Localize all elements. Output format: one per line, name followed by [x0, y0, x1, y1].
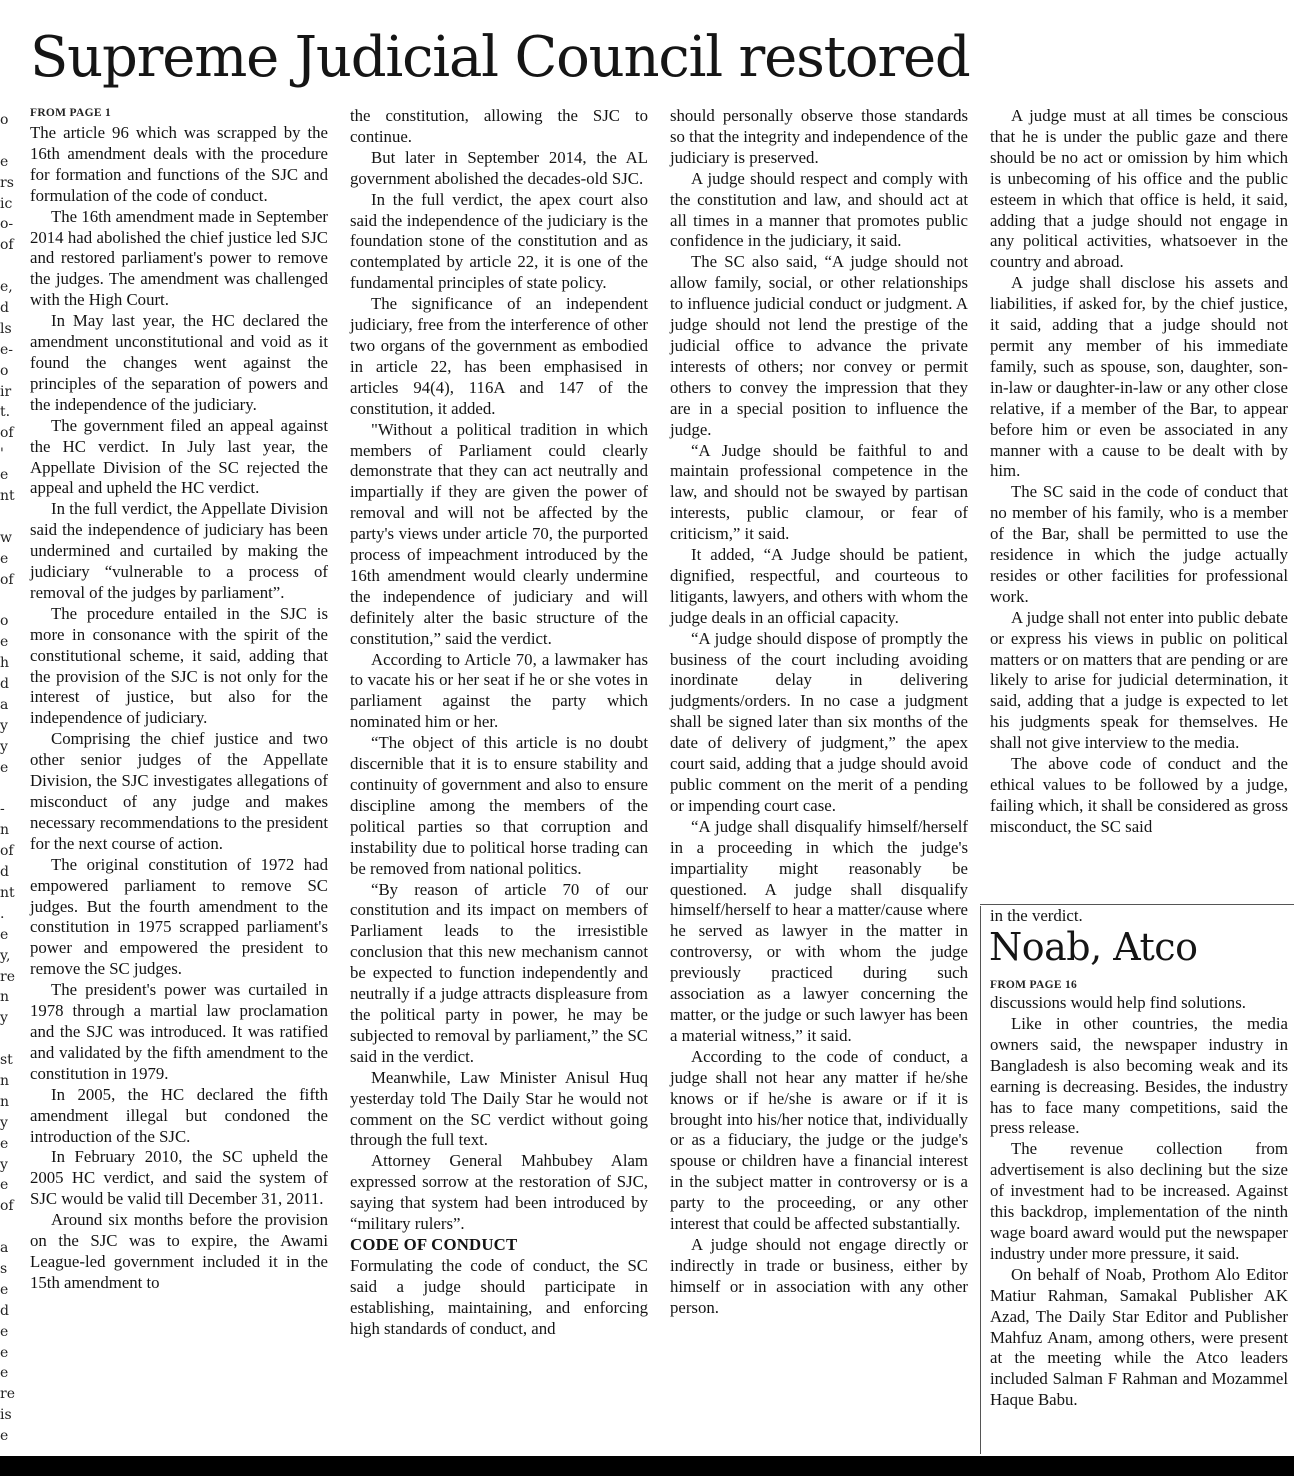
paragraph: Like in other countries, the media owners said, the newspaper industry in Bangladesh is also becoming weak and its earning is decreasing. Besides, the industry has to face many competitions, said the press release.	[990, 1013, 1288, 1138]
paragraph: The SC said in the code of conduct that no member of his family, who is a member of the Bar, shall be permitted to use the residence in which the judge actually resides or other facilities for professional work.	[990, 482, 1288, 606]
edge-fragment: e	[0, 550, 9, 567]
edge-fragment: ls	[0, 320, 12, 337]
paragraph-continued: should personally observe those standards so that the integrity and independence of the judiciary is preserved.	[670, 106, 968, 167]
edge-fragment: s	[0, 1260, 8, 1277]
edge-fragment: of	[0, 237, 14, 254]
paragraph: But later in September 2014, the AL government abolished the decades-old SJC.	[350, 147, 648, 188]
edge-fragment: e	[0, 634, 9, 651]
edge-fragment	[0, 1029, 10, 1050]
edge-fragment: n	[0, 1072, 10, 1089]
edge-fragment: re	[0, 968, 15, 985]
paragraph: Around six months before the provision on the SJC was to expire, the Awami League-led government included it in the 15th amendment to	[30, 1210, 328, 1292]
edge-fragment: '	[0, 446, 4, 463]
edge-fragment: of	[0, 571, 14, 588]
edge-fragment: re	[0, 1386, 15, 1403]
paragraph: The significance of an independent judiciary, free from the interference of other two organs of the government as embodied in article 22, has been emphasised in articles 94(4), 116A and 147 of the constitution, it added.	[350, 294, 648, 418]
edge-fragment: h	[0, 655, 10, 672]
paragraph: “A judge should dispose of promptly the business of the court including avoiding inordinate delay in delivering judgments/orders. In no case a judgment shall be signed later than six months of the date of delivery of judgment,” the apex court said, adding that a judge should avoid public comment on the merit of a pending or impending court case.	[670, 628, 968, 815]
edge-fragment: e	[0, 1323, 9, 1340]
paragraph: Comprising the chief justice and two other senior judges of the Appellate Division, the SJC investigates allegations of misconduct of any judge and makes necessary recommendations to the president for the next course of action.	[30, 729, 328, 853]
edge-fragment: e	[0, 1177, 9, 1194]
edge-fragment	[0, 507, 10, 528]
edge-fragment: e	[0, 467, 9, 484]
edge-fragment	[0, 779, 10, 800]
edge-fragment: st	[0, 1052, 13, 1069]
edge-fragment: nt	[0, 488, 15, 505]
subhead-code-of-conduct: CODE OF CONDUCT	[350, 1234, 518, 1254]
article-column-2	[350, 106, 648, 1458]
edge-fragment: e	[0, 1365, 9, 1382]
edge-fragment: o	[0, 613, 9, 630]
noab-article-column	[990, 993, 1288, 1454]
paragraph-continued: the constitution, allowing the SJC to continue.	[350, 106, 648, 146]
edge-fragment: e,	[0, 279, 13, 296]
paragraph: A judge shall not enter into public debate or express his views in public on political matters or on matters that are pending or are likely to arise for judicial determination, it said, adding that a judge is expected to let his judgments speak for themselves. He shall not give interview to the media.	[990, 607, 1288, 753]
paragraph: The article 96 which was scrapped by the 16th amendment deals with the procedure for formation and functions of the SJC and formulation of the code of conduct.	[30, 123, 328, 205]
paragraph: Formulating the code of conduct, the SC said a judge should participate in establishing, maintaining, and enforcing high standards of conduct, and	[350, 1255, 648, 1338]
edge-fragment: o	[0, 362, 9, 379]
edge-fragment: d	[0, 864, 9, 881]
paragraph: The president's power was curtailed in 1978 through a martial law proclamation and the SJC was introduced. It was ratified and validated by the fifth amendment to the constitution in 1979.	[30, 980, 328, 1083]
edge-fragment: nt	[0, 884, 15, 901]
section-divider-horizontal	[980, 904, 1294, 905]
paragraph: “A Judge should be faithful to and maintain professional competence in the law, and should not be swayed by partisan interests, public clamour, or fear of criticism,” it said.	[670, 440, 968, 544]
edge-fragment	[0, 131, 10, 152]
edge-fragment: e	[0, 759, 9, 776]
paragraph: On behalf of Noab, Prothom Alo Editor Matiur Rahman, Samakal Publisher AK Azad, The Daily Star Editor and Publisher Mahfuz Anam, among others, were present at the meeting while the Atco leaders included Salman F Rahman and Mozammel Haque Babu.	[990, 1264, 1288, 1410]
paragraph: The above code of conduct and the ethical values to be followed by a judge, failing which, it shall be considered as gross misconduct, the SC said	[990, 754, 1288, 836]
edge-fragment: of	[0, 425, 14, 442]
edge-fragment: d	[0, 676, 9, 693]
jump-line-from-page-16: FROM PAGE 16	[990, 979, 1078, 991]
paragraph: A judge should respect and comply with the constitution and law, and should act at all times in a manner that promotes public confidence in the judiciary, it said.	[670, 168, 968, 251]
edge-fragment: n	[0, 989, 10, 1006]
edge-fragment: rs	[0, 174, 14, 191]
edge-fragment: .	[0, 905, 5, 922]
paragraph: In May last year, the HC declared the amendment unconstitutional and void as it found the changes went against the principles of the separation of powers and the independence of the judiciary.	[30, 311, 328, 414]
edge-fragment: w	[0, 529, 12, 546]
edge-fragment: e	[0, 1135, 9, 1152]
edge-fragment: o-	[0, 216, 14, 233]
edge-fragment: e	[0, 926, 9, 943]
edge-fragment: y	[0, 717, 8, 734]
edge-fragment: n	[0, 822, 10, 839]
paragraph-continued: discussions would help find solutions.	[990, 993, 1246, 1012]
edge-fragment	[0, 590, 10, 611]
edge-fragment: a	[0, 696, 9, 713]
article-column-4	[990, 106, 1288, 902]
edge-fragment: y	[0, 1114, 8, 1131]
edge-fragment: a	[0, 1240, 9, 1257]
edge-fragment: y,	[0, 947, 11, 964]
paragraph: In 2005, the HC declared the fifth amendment illegal but condoned the introduction of the SJC.	[30, 1084, 328, 1146]
edge-fragment: -	[0, 801, 5, 818]
edge-fragment: y	[0, 738, 8, 755]
paragraph: A judge must at all times be conscious that he is under the public gaze and there should be no act or omission by him which is unbecoming of his office and the public esteem in which that office is held, it said, adding that a judge should not engage in any political activities, whatsoever in the country and abroad.	[990, 106, 1288, 272]
paragraph: According to Article 70, a lawmaker has to vacate his or her seat if he or she votes in parliament against the party which nominated him or her.	[350, 649, 648, 732]
headline: Supreme Judicial Council restored	[30, 25, 970, 90]
article-column-4-tail	[990, 906, 1288, 926]
paragraph: Attorney General Mahbubey Alam expressed sorrow at the restoration of SJC, saying that system had been introduced by “military rulers”.	[350, 1151, 648, 1234]
article-column-1	[30, 104, 328, 1454]
edge-fragment: e	[0, 153, 9, 170]
edge-fragment: e-	[0, 341, 14, 358]
paragraph-continued: in the verdict.	[990, 906, 1083, 925]
edge-fragment: ir	[0, 383, 12, 400]
section-divider-vertical	[980, 906, 981, 1454]
edge-fragment: ic	[0, 195, 13, 212]
edge-fragment: e	[0, 1344, 9, 1361]
edge-fragment: of	[0, 843, 14, 860]
edge-fragment: d	[0, 300, 9, 317]
paragraph: It added, “A Judge should be patient, dignified, respectful, and courteous to litigants, lawyers, and others with whom the judge deals in an official capacity.	[670, 545, 968, 627]
edge-fragment: e	[0, 1281, 9, 1298]
paragraph: “A judge shall disqualify himself/herself in a proceeding in which the judge's impartiality might reasonably be questioned. A judge shall disqualify himself/herself to hear a matter/cause where he served as lawyer in the matter in controversy, or with whom the judge previously practiced during such association as a lawyer concerning the matter, or the judge or such lawyer has been a material witness,” it said.	[670, 816, 968, 1045]
paragraph: A judge shall disclose his assets and liabilities, if asked for, by the chief justice, it said, adding that a judge should not permit any member of his immediate family, such as spouse, son, daughter, son-in-law or daughter-in-law or any other close relative, if a member of the Bar, to appear before him or even be associated in any manner with a cause to be dealt with by him.	[990, 273, 1288, 481]
edge-fragment	[0, 256, 10, 277]
paragraph: “The object of this article is no doubt discernible that it is to ensure stability and continuity of government and also to ensure discipline among the members of the political parties so that corruption and instability due to political horse trading can be removed from national politics.	[350, 733, 648, 878]
edge-fragment: e	[0, 1428, 9, 1445]
paragraph: Meanwhile, Law Minister Anisul Huq yesterday told The Daily Star he would not comment on the SC verdict without going through the full text.	[350, 1067, 648, 1150]
paragraph: In the full verdict, the Appellate Division said the independence of judiciary has been undermined and curtailed by making the judiciary “vulnerable to a process of removal of the judges by parliament”.	[30, 499, 328, 602]
paragraph: The government filed an appeal against the HC verdict. In July last year, the Appellate Division of the SC rejected the appeal and upheld the HC verdict.	[30, 415, 328, 498]
edge-fragment	[0, 1217, 10, 1238]
paragraph: A judge should not engage directly or indirectly in trade or business, either by himself or in association with any other person.	[670, 1234, 968, 1317]
paragraph: In the full verdict, the apex court also said the independence of the judiciary is the foundation stone of the constitution and as contemplated by article 22, it is one of the fundamental principles of state policy.	[350, 189, 648, 293]
paragraph: The 16th amendment made in September 2014 had abolished the chief justice led SJC and restored parliament's power to remove the judges. The amendment was challenged with the High Court.	[30, 206, 328, 310]
edge-fragment: of	[0, 1198, 14, 1215]
edge-fragment: o	[0, 112, 9, 128]
edge-fragment: y	[0, 1156, 8, 1173]
paragraph: The procedure entailed in the SJC is more in consonance with the spirit of the constitutional scheme, it said, adding that the provision of the SJC is not only for the interest of justice, but also for the independence of judiciary.	[30, 603, 328, 728]
paragraph: The revenue collection from advertisement is also declining but the size of investment had to be increased. Against this backdrop, implementation of the ninth wage board award would put the newspaper industry under more pressure, it said.	[990, 1139, 1288, 1263]
edge-fragment: d	[0, 1302, 9, 1319]
paragraph: In February 2010, the SC upheld the 2005 HC verdict, and said the system of SJC would be valid till December 31, 2011.	[30, 1147, 328, 1209]
edge-fragment: t.	[0, 404, 11, 421]
article-column-3	[670, 106, 968, 1456]
noab-atco-headline: Noab, Atco	[989, 925, 1198, 969]
paragraph: "Without a political tradition in which members of Parliament could clearly demonstrate that they can act neutrally and impartially if they are given the power of removal and will not be affected by the party's views under article 70, the purported process of impeachment introduced by the 16th amendment would clearly undermine the independence of judiciary and will definitely alter the basic structure of the constitution,” said the verdict.	[350, 419, 648, 648]
paragraph: The original constitution of 1972 had empowered parliament to remove SC judges. But the fourth amendment to the constitution in 1975 scrapped parliament's power and empowered the president to remove the SC judges.	[30, 854, 328, 979]
edge-fragment: n	[0, 1093, 10, 1110]
adjacent-column-fragment	[0, 110, 15, 1447]
paragraph: According to the code of conduct, a judge shall not hear any matter if he/she knows or if he/she is aware or if it is brought into his/her notice that, individually or as a fiduciary, the judge or the judge's spouse or children have a financial interest in the subject matter in controversy or is a party to the proceeding, or any other interest that could be affected substantially.	[670, 1046, 968, 1234]
scan-bottom-edge	[0, 1456, 1294, 1476]
edge-fragment: is	[0, 1407, 12, 1424]
edge-fragment: y	[0, 1010, 8, 1027]
paragraph: “By reason of article 70 of our constitution and its impact on members of Parliament leads to the irresistible conclusion that this new mechanism cannot be expected to function independently and neutrally if a judge attracts displeasure from the political party in power, he may be subjected to removal by parliament,” the SC said in the verdict.	[350, 879, 648, 1066]
paragraph: The SC also said, “A judge should not allow family, social, or other relationships to influence judicial conduct or judgment. A judge should not lend the prestige of the judicial office to advance the private interests of others; nor convey or permit others to convey the impression that they are in a special position to influence the judge.	[670, 252, 968, 439]
jump-line-from-page-1: FROM PAGE 1	[30, 107, 112, 119]
